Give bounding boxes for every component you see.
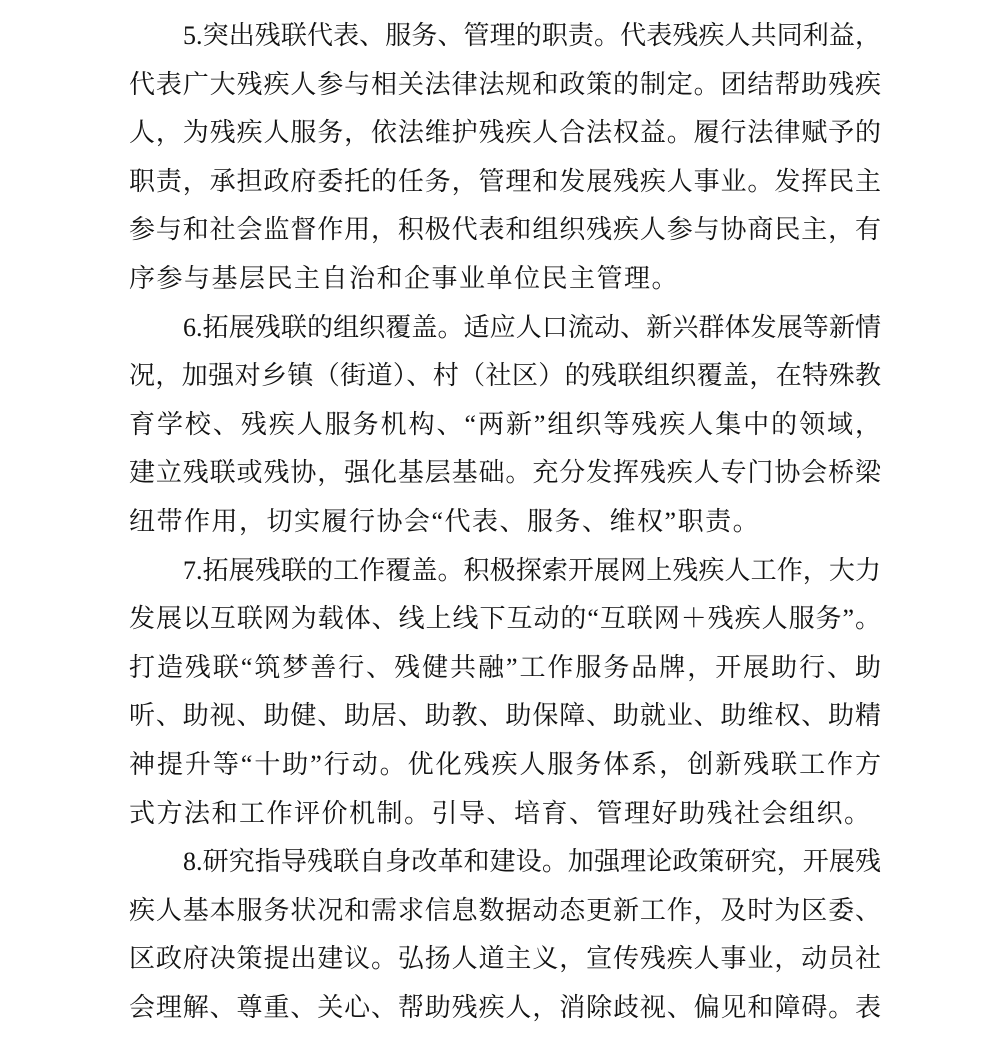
text-line: 神提升等“十助”行动。优化残疾人服务体系，创新残联工作方 (129, 749, 881, 779)
text-line: 代表广大残疾人参与相关法律法规和政策的制定。团结帮助残疾 (129, 69, 881, 99)
text-line: 发展以互联网为载体、线上线下互动的“互联网＋残疾人服务”。 (129, 604, 881, 634)
text-line: 5.突出残联代表、服务、管理的职责。代表残疾人共同利益， (183, 21, 881, 50)
text-line: 疾人基本服务状况和需求信息数据动态更新工作，及时为区委、 (129, 895, 881, 925)
text-line: 育学校、残疾人服务机构、“两新”组织等残疾人集中的领域， (129, 409, 881, 439)
text-line: 序参与基层民主自治和企事业单位民主管理。 (129, 263, 680, 293)
text-line: 区政府决策提出建议。弘扬人道主义，宣传残疾人事业，动员社 (129, 944, 881, 974)
document-page (129, 12, 881, 1032)
text-line: 人，为残疾人服务，依法维护残疾人合法权益。履行法律赋予的 (129, 118, 881, 148)
text-line: 职责，承担政府委托的任务，管理和发展残疾人事业。发挥民主 (129, 166, 881, 196)
text-line: 听、助视、助健、助居、助教、助保障、助就业、助维权、助精 (129, 701, 881, 731)
text-line: 参与和社会监督作用，积极代表和组织残疾人参与协商民主，有 (129, 215, 881, 245)
paragraph-5 (129, 12, 881, 304)
text-line: 6.拓展残联的组织覆盖。适应人口流动、新兴群体发展等新情 (183, 312, 881, 342)
text-line: 7.拓展残联的工作覆盖。积极探索开展网上残疾人工作，大力 (183, 555, 881, 585)
text-line: 打造残联“筑梦善行、残健共融”工作服务品牌，开展助行、助 (129, 652, 881, 682)
text-line: 况，加强对乡镇（街道）、村（社区）的残联组织覆盖，在特殊教 (129, 361, 881, 391)
text-line: 建立残联或残协，强化基层基础。充分发挥残疾人专门协会桥梁 (129, 458, 881, 488)
text-line: 会理解、尊重、关心、帮助残疾人，消除歧视、偏见和障碍。表 (129, 992, 881, 1022)
text-line: 式方法和工作评价机制。引导、培育、管理好助残社会组织。 (129, 798, 872, 828)
paragraph-8 (129, 838, 881, 1032)
text-line: 8.研究指导残联自身改革和建设。加强理论政策研究，开展残 (183, 847, 881, 877)
paragraph-6 (129, 304, 881, 547)
text-line: 纽带作用，切实履行协会“代表、服务、维权”职责。 (129, 506, 761, 536)
paragraph-7 (129, 547, 881, 839)
